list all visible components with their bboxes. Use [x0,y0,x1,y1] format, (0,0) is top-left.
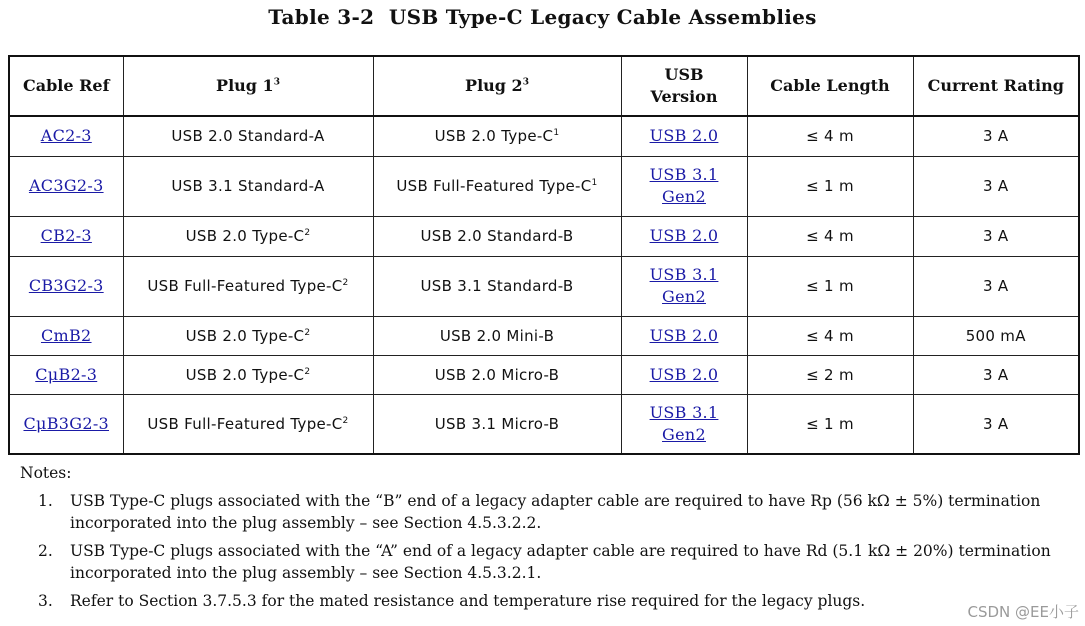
cell-cable-length: ≤ 4 m [747,316,913,355]
plug1-footnote: 2 [304,228,311,238]
usb-version-line1: USB 2.0 [649,325,719,345]
cell-plug1 [123,355,373,394]
usb-version-link[interactable] [650,265,719,306]
table-row [9,355,1079,394]
plug1-text: USB 2.0 Type-C [185,365,305,384]
table-row [9,316,1079,355]
plug2-footnote: 1 [591,178,598,188]
cell-cable-ref [9,116,123,156]
cell-plug2 [373,216,621,256]
cell-plug2 [373,156,621,216]
cell-current-rating: 3 A [913,216,1079,256]
cell-cable-ref [9,394,123,454]
cell-current-rating: 3 A [913,256,1079,316]
legacy-cable-table [8,55,1080,455]
header-plug1-footnote: 3 [273,77,280,88]
cell-plug1 [123,116,373,156]
plug1-footnote: 2 [342,415,349,426]
cell-cable-length: ≤ 1 m [747,156,913,216]
cell-cable-length: ≤ 4 m [747,116,913,156]
cell-usb-version [621,116,747,156]
plug2-text: USB Full-Featured Type-C [396,177,592,195]
plug2-text: USB 3.1 Standard-B [420,277,574,295]
cable-ref-link[interactable]: AC2-3 [40,126,92,146]
header-plug1 [123,56,373,116]
header-cable-length: Cable Length [747,56,913,116]
cell-plug2 [373,394,621,454]
usb-version-link[interactable] [650,403,719,444]
cell-plug1 [123,394,373,454]
usb-version-line1: USB 2.0 [649,364,719,384]
cell-usb-version [621,156,747,216]
plug2-text: USB 2.0 Type-C [434,127,554,146]
plug1-text: USB Full-Featured Type-C [147,277,343,295]
usb-version-line2: Gen2 [662,287,706,306]
cable-ref-link[interactable]: CμB3G2-3 [23,413,110,433]
table-row [9,116,1079,156]
cable-ref-link[interactable]: CB3G2-3 [28,276,104,295]
plug1-footnote: 2 [342,278,349,288]
usb-version-link[interactable] [650,165,719,206]
notes-title: Notes: [20,464,72,482]
table-row [9,156,1079,216]
usb-version-line1: USB 3.1 [649,265,719,284]
notes-section [20,462,1070,618]
header-current-rating: Current Rating [913,56,1079,116]
cell-usb-version [621,394,747,454]
plug1-text: USB 2.0 Type-C [185,227,305,245]
plug2-text: USB 2.0 Standard-B [420,227,574,245]
table-row [9,216,1079,256]
cell-usb-version [621,216,747,256]
cell-current-rating: 3 A [913,355,1079,394]
header-plug2 [373,56,621,116]
cell-current-rating: 500 mA [913,316,1079,355]
note-text: USB Type-C plugs associated with the “B” end of a legacy adapter cable are required to have Rp (56 kΩ ± 5%) termination incorporated into the plug assembly – see Section 4.5.3.2.2. [70,492,1041,532]
note-item [20,590,1070,612]
note-text: USB Type-C plugs associated with the “A” end of a legacy adapter cable are required to have Rd (5.1 kΩ ± 20%) termination incorporated into the plug assembly – see Section 4.5.3.2.1. [70,542,1051,582]
cell-cable-length: ≤ 2 m [747,355,913,394]
note-number: 1. [38,492,53,510]
cell-plug2 [373,256,621,316]
usb-version-line2: Gen2 [662,187,706,206]
usb-version-line1: USB 2.0 [649,126,719,146]
usb-version-line2: Gen2 [662,424,706,444]
cell-cable-ref [9,256,123,316]
plug2-footnote: 1 [553,128,560,139]
usb-version-link[interactable] [650,365,719,384]
header-usb-version-line1: USB [664,65,704,84]
cell-current-rating: 3 A [913,394,1079,454]
table-row [9,394,1079,454]
cell-plug2 [373,355,621,394]
plug1-text: USB 3.1 Standard-A [171,177,325,195]
table-header-row [9,56,1079,116]
cell-cable-ref [9,316,123,355]
watermark: CSDN @EE小子 [967,603,1079,621]
header-plug1-label: Plug 1 [216,76,274,95]
cell-plug2 [373,316,621,355]
cable-ref-link[interactable]: CmB2 [40,325,92,345]
cell-current-rating: 3 A [913,156,1079,216]
cell-plug1 [123,256,373,316]
plug1-text: USB 2.0 Standard-A [171,127,325,146]
cell-usb-version [621,256,747,316]
usb-version-link[interactable] [650,326,719,345]
cell-cable-length: ≤ 1 m [747,394,913,454]
note-number: 3. [38,592,53,610]
header-usb-version-line2: Version [650,87,718,106]
cell-cable-length: ≤ 1 m [747,256,913,316]
note-item [20,540,1070,584]
plug1-text: USB 2.0 Type-C [185,326,305,345]
cable-ref-link[interactable]: CB2-3 [40,226,92,245]
plug1-footnote: 2 [304,327,311,338]
usb-version-line1: USB 2.0 [649,226,719,245]
cell-plug2 [373,116,621,156]
usb-version-link[interactable] [650,226,719,245]
usb-version-line1: USB 3.1 [649,402,719,422]
plug1-footnote: 2 [304,366,311,377]
table-row [9,256,1079,316]
note-text: Refer to Section 3.7.5.3 for the mated resistance and temperature rise required for the legacy plugs. [70,592,866,610]
plug2-text: USB 3.1 Micro-B [434,414,560,433]
header-plug2-label: Plug 2 [465,76,523,95]
cell-cable-length: ≤ 4 m [747,216,913,256]
header-plug2-footnote: 3 [522,77,529,88]
plug2-text: USB 2.0 Micro-B [434,365,560,384]
cell-current-rating: 3 A [913,116,1079,156]
cell-usb-version [621,316,747,355]
cell-plug1 [123,316,373,355]
note-item [20,490,1070,534]
usb-version-link[interactable] [650,126,719,145]
cable-ref-link[interactable]: AC3G2-3 [28,176,104,195]
header-usb-version [621,56,747,116]
usb-version-line1: USB 3.1 [649,165,719,184]
plug1-text: USB Full-Featured Type-C [147,414,343,433]
cell-plug1 [123,156,373,216]
cell-cable-ref [9,216,123,256]
cell-cable-ref [9,156,123,216]
table-title: Table 3-2 USB Type-C Legacy Cable Assemblies [268,5,817,29]
note-number: 2. [38,542,53,560]
header-cable-ref: Cable Ref [9,56,123,116]
cell-plug1 [123,216,373,256]
cell-usb-version [621,355,747,394]
plug2-text: USB 2.0 Mini-B [439,326,555,345]
cell-cable-ref [9,355,123,394]
cable-ref-link[interactable]: CμB2-3 [35,364,98,384]
